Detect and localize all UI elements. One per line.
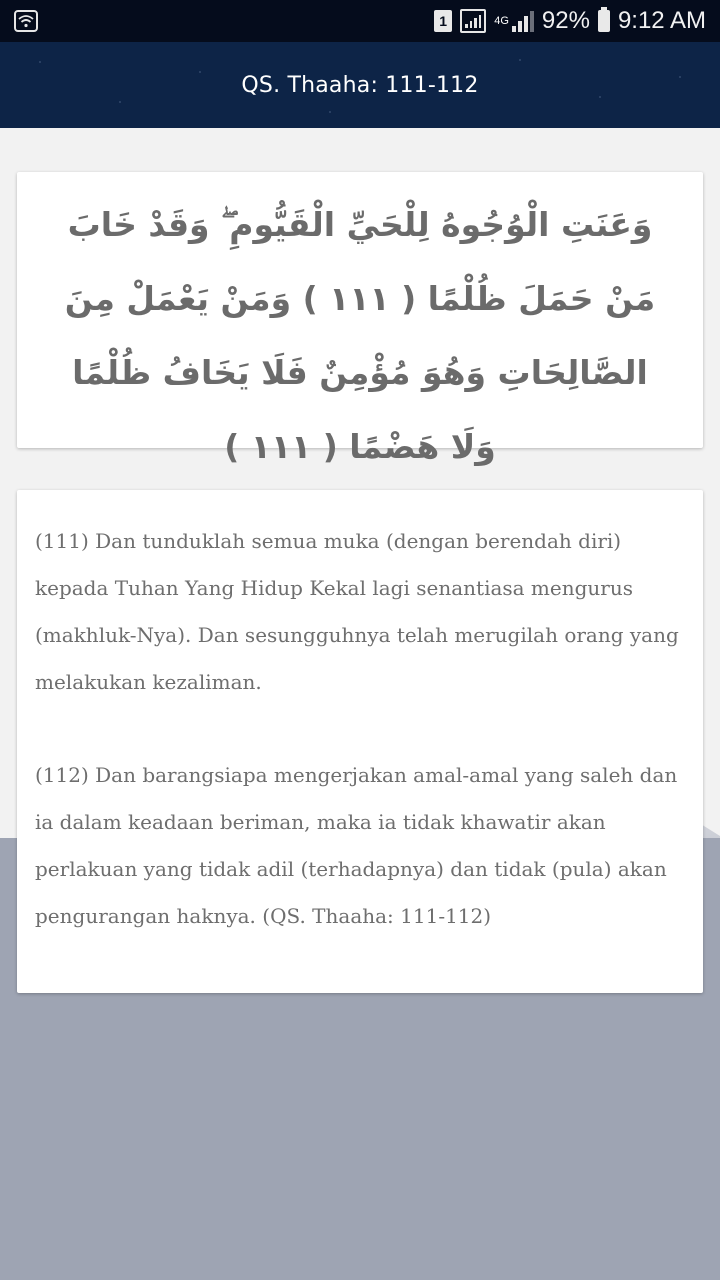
battery-percent: 92% [541, 7, 590, 34]
signal-icon [460, 9, 486, 33]
clock: 9:12 AM [617, 7, 706, 34]
wifi-icon [14, 10, 38, 32]
arabic-verse-text: وَعَنَتِ الْوُجُوهُ لِلْحَيِّ الْقَيُّومِ ۖ وَقَدْ خَابَ مَنْ حَمَلَ ظُلْمًا ( ١١١ ) وَمَنْ يَعْمَلْ مِنَ الصَّالِحَاتِ وَهُوَ مُؤْمِنٌ فَلَا يَخَافُ ظُلْمًا وَلَا هَضْمًا ( ١١١ ) [64, 205, 656, 466]
status-left [14, 10, 38, 32]
network-type-label: 4G [494, 14, 509, 27]
translation-card [17, 490, 703, 993]
battery-icon [598, 10, 610, 32]
arabic-verse-card [17, 172, 703, 466]
status-bar [0, 0, 720, 42]
network-indicator [494, 10, 534, 32]
page-title: QS. Thaaha: 111-112 [241, 72, 479, 98]
cellular-signal-icon [512, 10, 534, 32]
translation-paragraph-112: (112) Dan barangsiapa mengerjakan amal-amal yang saleh dan ia dalam keadaan beriman, maka ia tidak khawatir akan perlakuan yang tidak adil (terhadapnya) dan tidak (pula) akan pengurangan haknya. (QS. Thaaha: 111-112) [35, 763, 678, 928]
sim-slot-badge: 1 [434, 10, 452, 32]
status-right [434, 7, 706, 35]
app-bar [0, 42, 720, 128]
translation-paragraph-111: (111) Dan tunduklah semua muka (dengan berendah diri) kepada Tuhan Yang Hidup Kekal lagi senantiasa mengurus (makhluk-Nya). Dan sesungguhnya telah merugilah orang yang melakukan kezaliman. [35, 529, 679, 694]
